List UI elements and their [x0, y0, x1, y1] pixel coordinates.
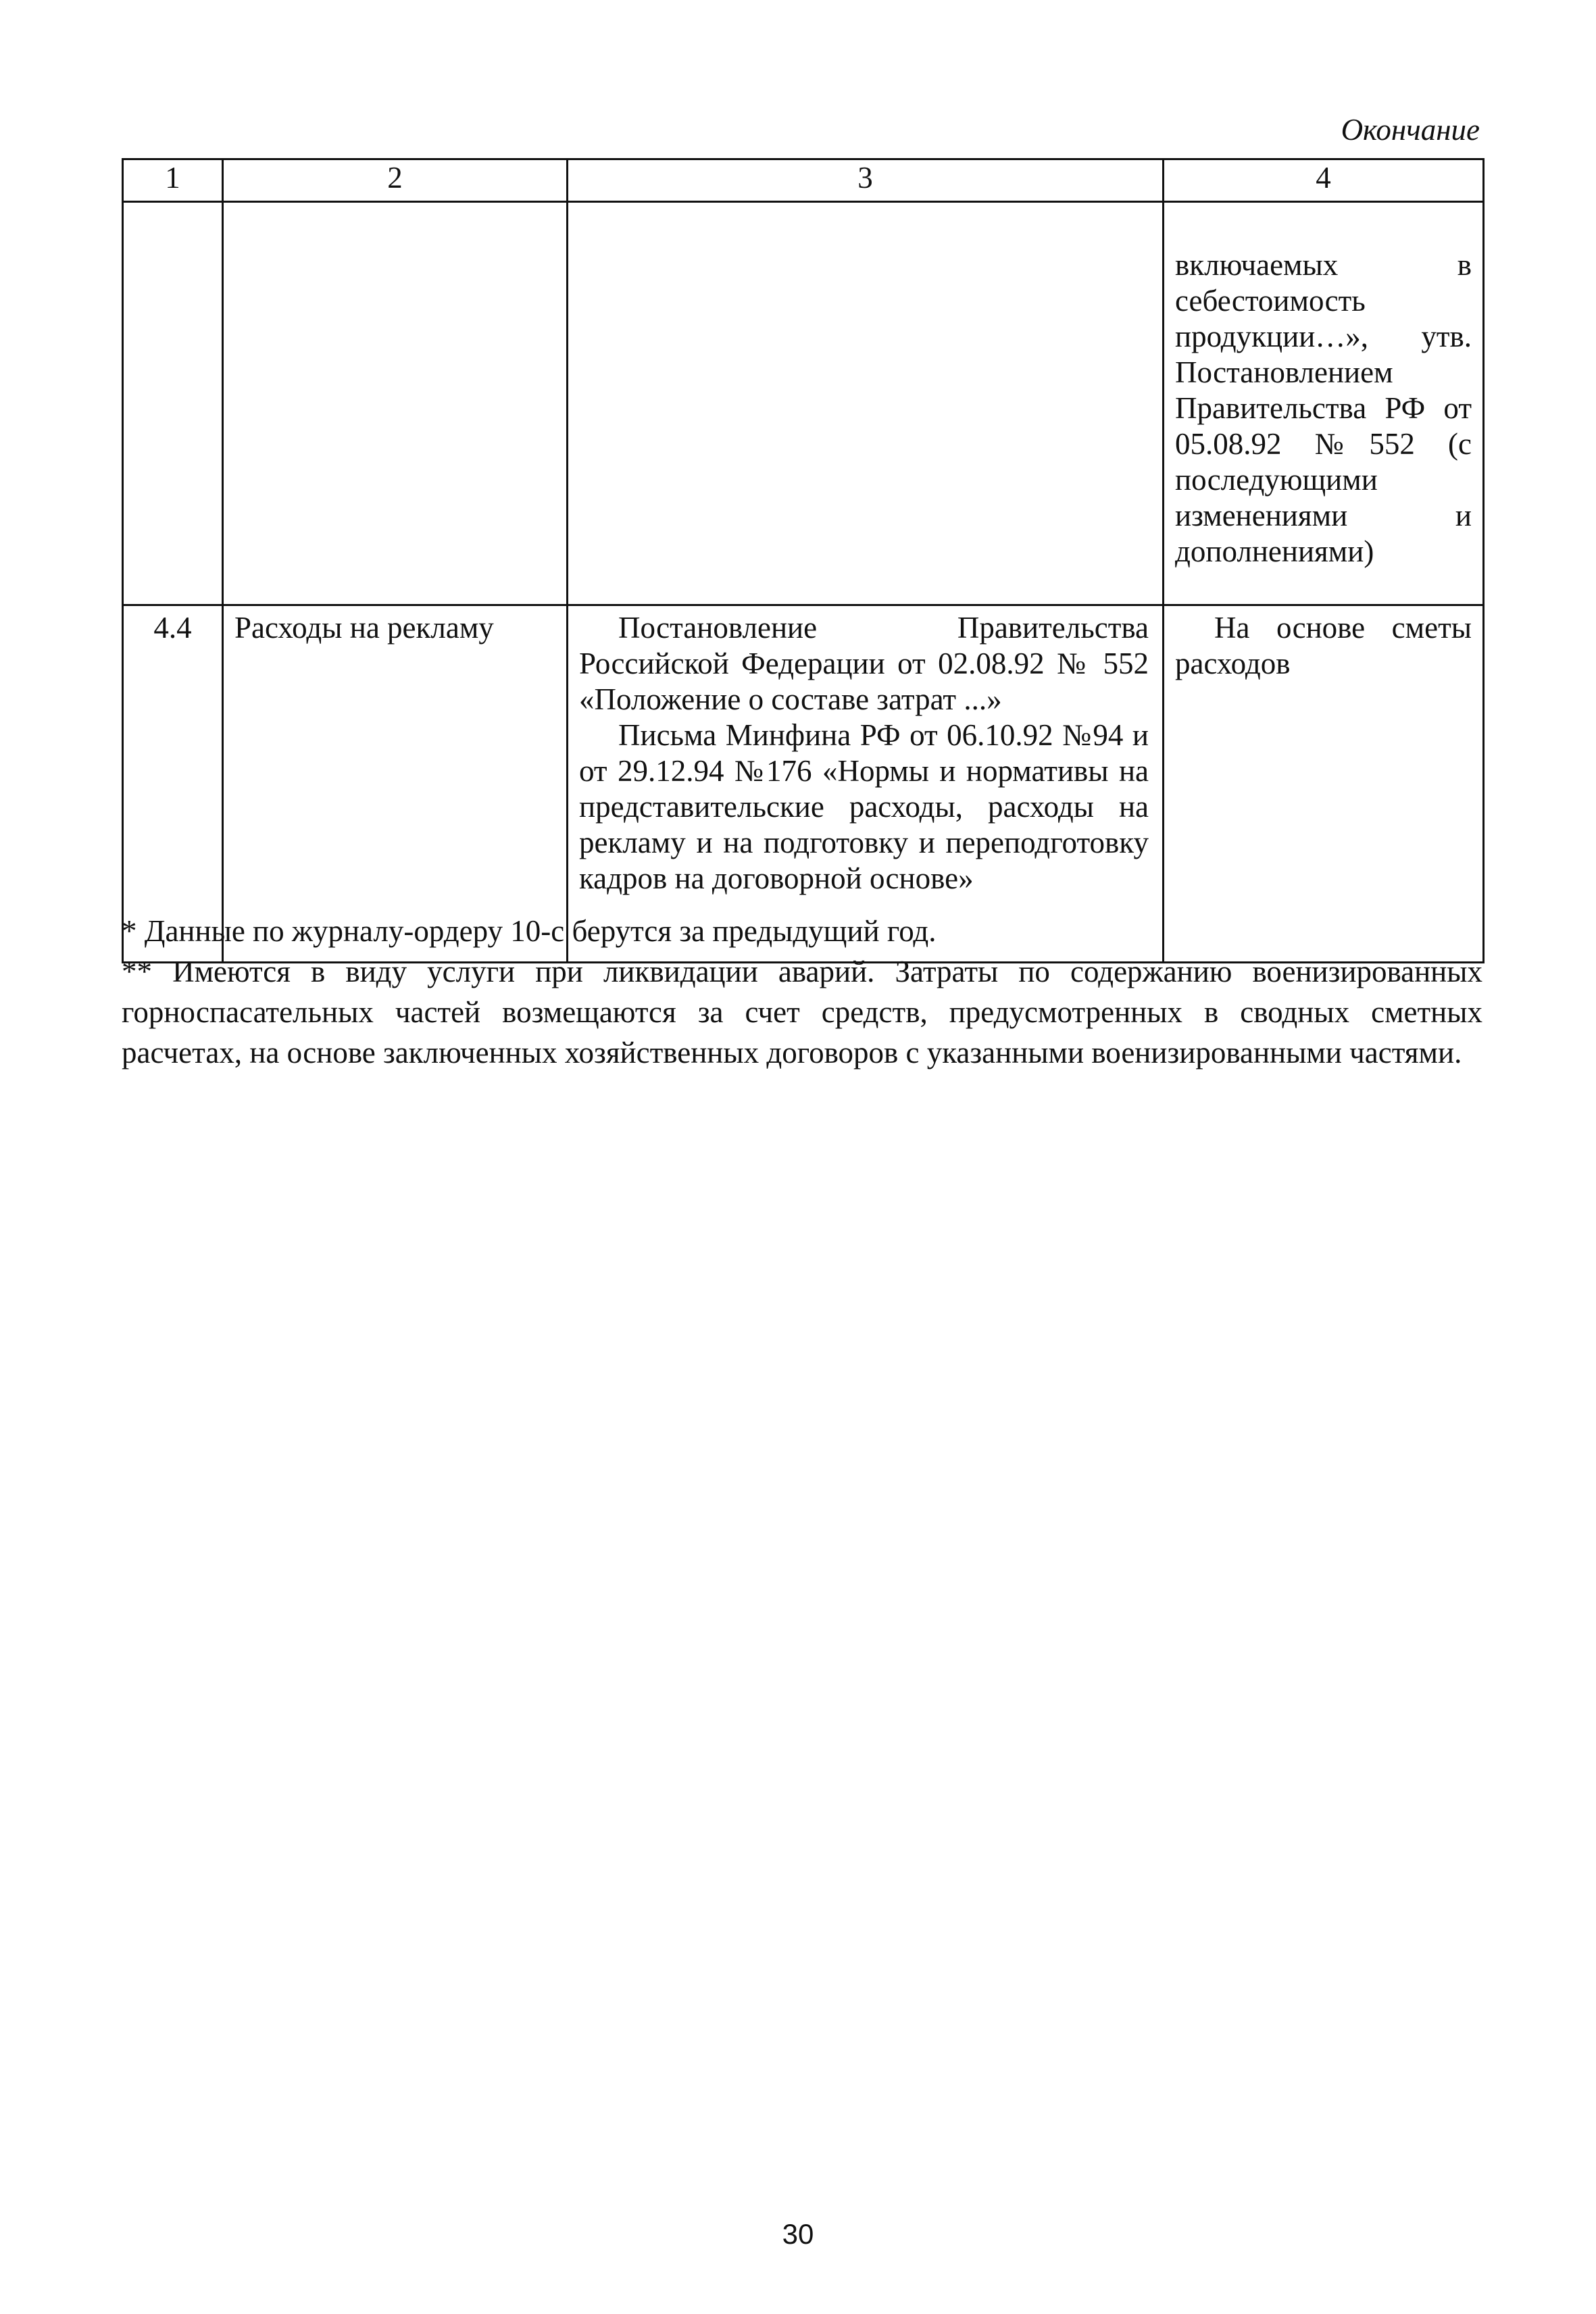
footnote: * Данные по журналу-ордеру 10-с берутся за предыдущий год. — [122, 914, 937, 948]
calculation-basis — [1164, 605, 1484, 963]
regulatory-documents — [568, 605, 1164, 963]
table-row-continued — [123, 202, 1484, 605]
header-cell-3: 3 — [568, 159, 1164, 202]
footnotes — [122, 911, 1482, 1073]
header-cell-1: 1 — [123, 159, 223, 202]
regulatory-document: Письма Минфина РФ от 06.10.92 №94 и от 29.12.94 №176 «Нормы и нормативы на представительские расходы, расходы на рекламу и на подготовку и переподготовку кадров на договорной основе» — [579, 718, 1149, 895]
header-cell-2: 2 — [223, 159, 568, 202]
table-header-row — [123, 159, 1484, 202]
continued-regulation-text: включаемых в себестоимость продукции…», утв. Постановлением Правительства РФ от 05.08.92 №552 (с последующими изменениями и дополнениями) — [1164, 202, 1484, 605]
footnote: ** Имеются в виду услуги при ликвидации аварий. Затраты по содержанию военизированных горноспасательных частей возмещаются за счет средств, предусмотренных в сводных сметных расчетах, на основе заключенных хозяйственных договоров с указанными военизированными частями. — [122, 955, 1482, 1070]
cell-empty — [223, 202, 568, 605]
cell-empty — [568, 202, 1164, 605]
expense-name: Расходы на рекламу — [223, 605, 568, 963]
continuation-label: Окончание — [1341, 113, 1480, 147]
page-number: 30 — [782, 2218, 814, 2250]
expense-table — [122, 158, 1485, 963]
calculation-basis-text: На основе сметы расходов — [1175, 611, 1472, 680]
table-row — [123, 605, 1484, 963]
cell-empty — [123, 202, 223, 605]
regulatory-document: Постановление Правительства Российской Федерации от 02.08.92 № 552 «Положение о составе затрат ...» — [579, 611, 1149, 716]
row-number: 4.4 — [123, 605, 223, 963]
header-cell-4: 4 — [1164, 159, 1484, 202]
